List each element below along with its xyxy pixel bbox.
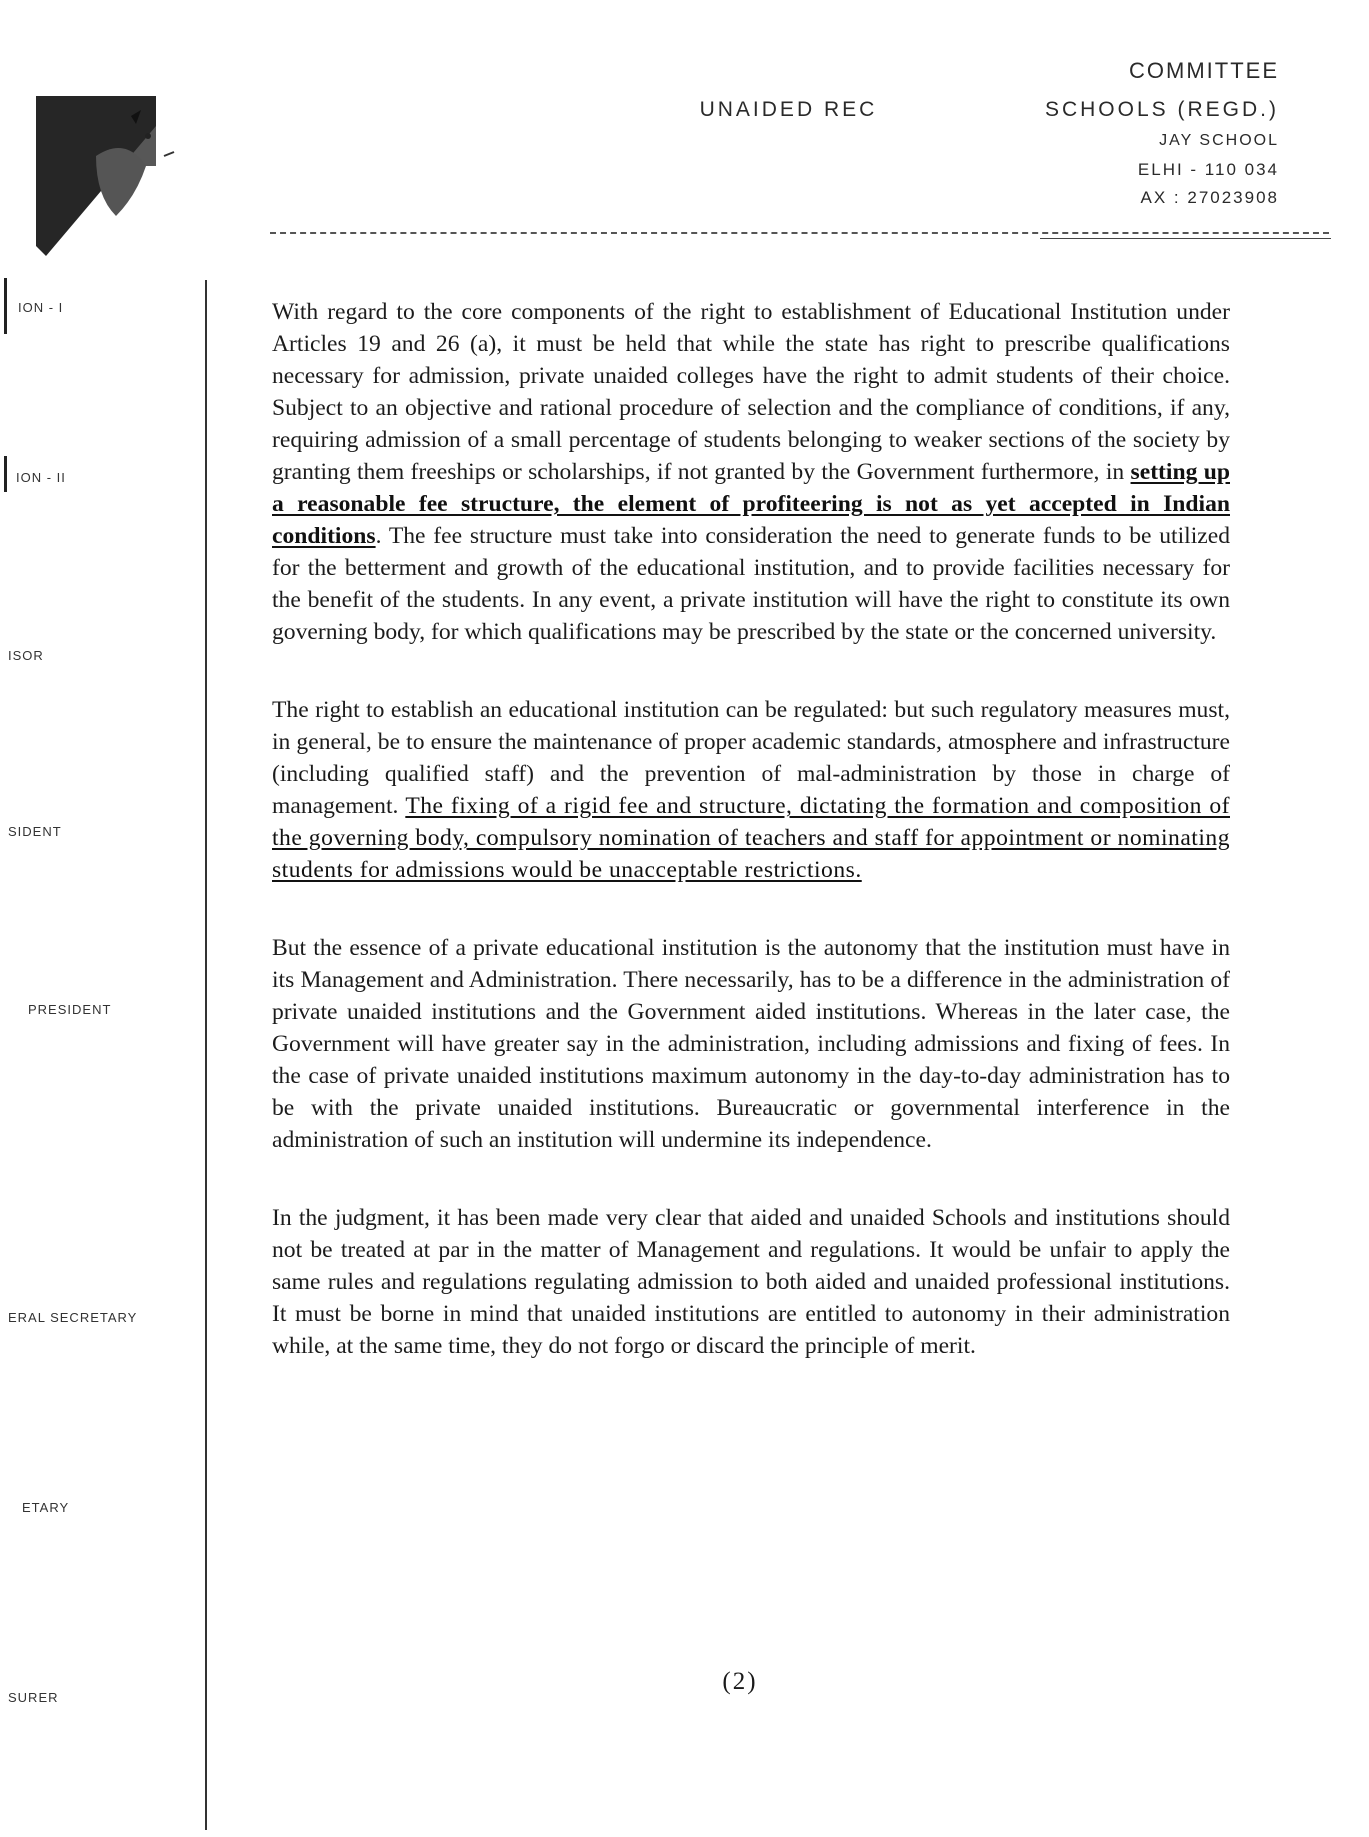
letterhead-fax: AX : 27023908 — [1140, 188, 1279, 207]
paragraph-2-text: The right to establish an educational institution can be regulated: but such regulatory measures must, in general, be to ensure the maintenance of proper academic standards, atmosphere and infrastructure (including qualified staff) and the prevention of mal-administration by those in charge of management. — [272, 697, 1230, 819]
association-name: UNAIDED REC — [699, 98, 878, 121]
sidebar-item-2: ION - II — [16, 470, 66, 485]
emblem-logo — [36, 96, 186, 256]
paragraph-2 — [272, 694, 1230, 886]
paragraph-1 — [272, 296, 1230, 648]
sidebar-item-8: SURER — [8, 1690, 59, 1705]
paragraph-4: In the judgment, it has been made very clear that aided and unaided Schools and institutions should not be treated at par in the matter of Management and regulations. It would be unfair to apply the same rules and regulations regulating admission to both aided and unaided professional institutions. It must be borne in mind that unaided institutions are entitled to autonomy in their administration while, at the same time, they do not forgo or discard the principle of merit. — [272, 1205, 1230, 1359]
paragraph-1-text: With regard to the core components of the right to establishment of Educational Institution under Articles 19 and 26 (a), it must be held that while the state has right to prescribe qualifications necessary for admission, private unaided colleges have the right to admit students of their choice. Subject to an objective and rational procedure of selection and the compliance of conditions, if any, requiring admission of a small percentage of students belonging to weaker sections of the society by granting them freeships or scholarships, if not granted by the Government furthermore, in — [272, 299, 1230, 485]
letterhead-committee: COMMITTEE — [1129, 58, 1279, 83]
margin-divider — [205, 280, 207, 1830]
sidebar-item-1: ION - I — [18, 300, 64, 315]
paragraph-3: But the essence of a private educational institution is the autonomy that the institution must have in its Management and Administration. There necessarily, has to be a difference in the administration of private unaided institutions and the Government aided institutions. Whereas in the later case, the Government will have greater say in the administration, including admissions and fixing of fees. In the case of private unaided institutions maximum autonomy in the day-to-day administration has to be with the private unaided institutions. Bureaucratic or governmental interference in the administration of such an institution will undermine its independence. — [272, 935, 1230, 1153]
paragraph-2-underlined: The fixing of a rigid fee and structure, dictating the formation and composition of the governing body, compulsory nomination of teachers and staff for appointment or nominating students for admissions would be unacceptable restrictions. — [272, 793, 1230, 883]
paragraph-1-underlined: setting up a reasonable fee structure, the element of profiteering is not as yet accepted in Indian conditions — [272, 459, 1230, 549]
page-number: (2) — [722, 1668, 758, 1695]
letterhead-rule-right — [1040, 238, 1331, 239]
letterhead-city: ELHI - 110 034 — [1137, 160, 1279, 179]
sidebar-item-6: ERAL SECRETARY — [8, 1310, 138, 1325]
sidebar-item-4: SIDENT — [8, 824, 62, 839]
letterhead-rule — [270, 232, 1329, 234]
sidebar-item-3: ISOR — [8, 648, 44, 663]
paragraph-1-text-end: . The fee structure must take into consideration the need to generate funds to be utilized for the betterment and growth of the educational institution, and to provide facilities necessary for the benefit of the students. In any event, a private institution will have the right to constitute its own governing body, for which qualifications may be prescribed by the state or the concerned university. — [272, 523, 1230, 645]
margin-mark — [4, 278, 7, 334]
letterhead-association — [700, 98, 1279, 122]
margin-mark — [4, 456, 7, 492]
sidebar-item-7: ETARY — [22, 1500, 70, 1515]
letter-body — [272, 296, 1230, 1408]
association-tail: SCHOOLS (REGD.) — [1044, 98, 1279, 121]
sidebar-item-5: PRESIDENT — [28, 1002, 112, 1017]
letterhead-school: JAY SCHOOL — [1159, 132, 1279, 149]
